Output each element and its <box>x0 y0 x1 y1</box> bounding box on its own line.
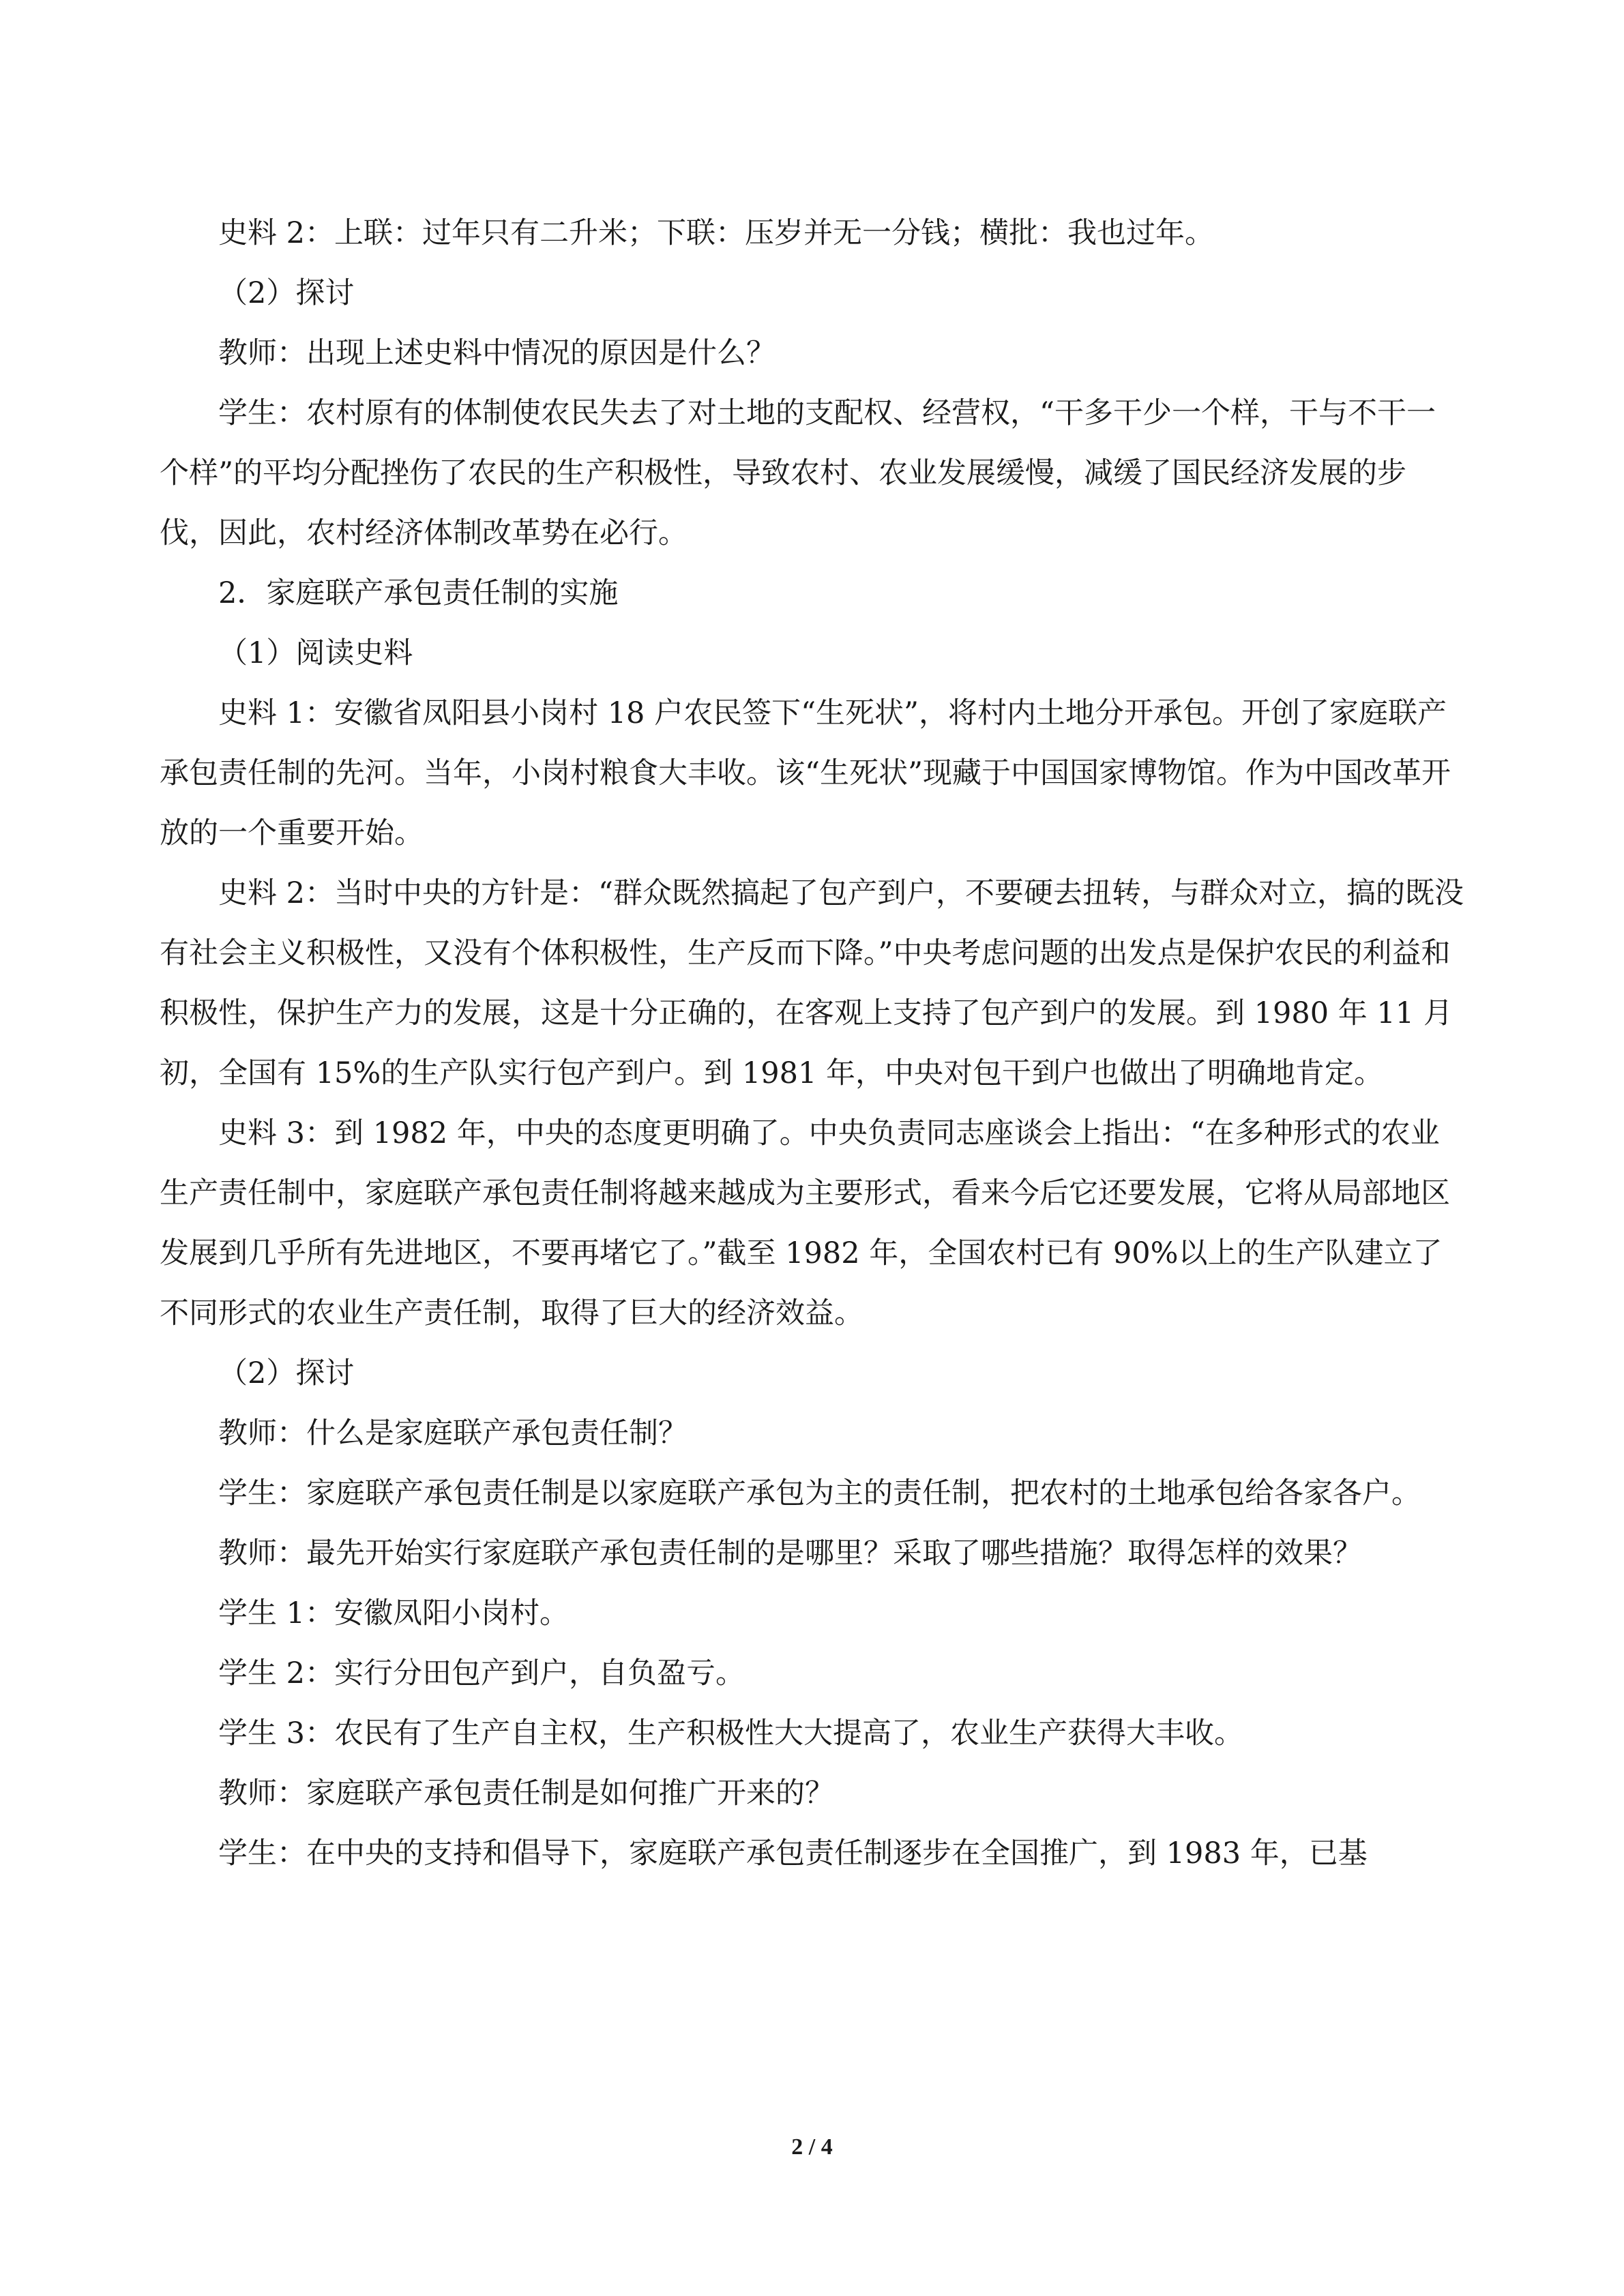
paragraph-source-1: 史料 1：安徽省凤阳县小岗村 18 户农民签下“生死状”，将村内土地分开承包。开创了家庭联产承包责任制的先河。当年，小岗村粮食大丰收。该“生死状”现藏于中国国家博物馆。作为中国改革开放的一个重要开始。 <box>160 696 1451 850</box>
page-number: 2 / 4 <box>791 2134 833 2160</box>
paragraph-student-answer: 学生：农村原有的体制使农民失去了对土地的支配权、经营权，“干多干少一个样，干与不干一个样”的平均分配挫伤了农民的生产积极性，导致农村、农业发展缓慢，减缓了国民经济发展的步伐，因此，农村经济体制改革势在必行。 <box>160 396 1436 550</box>
paragraph-student-answer-3: 学生：在中央的支持和倡导下，家庭联产承包责任制逐步在全国推广，到 1983 年，已基 <box>218 1836 1368 1870</box>
paragraph-teacher-question: 教师：出现上述史料中情况的原因是什么？ <box>218 336 776 370</box>
section-heading-implementation: 2．家庭联产承包责任制的实施 <box>218 576 619 610</box>
paragraph-teacher-question-4: 教师：家庭联产承包责任制是如何推广开来的？ <box>218 1776 834 1810</box>
paragraph-student-answer-2: 学生：家庭联产承包责任制是以家庭联产承包为主的责任制，把农村的土地承包给各家各户。 <box>218 1476 1421 1510</box>
subheading-discussion-2: （2）探讨 <box>218 1356 355 1390</box>
paragraph-source-2-couplet: 史料 2：上联：过年只有二升米；下联：压岁并无一分钱；横批：我也过年。 <box>218 216 1215 250</box>
subheading-read-sources: （1）阅读史料 <box>218 636 413 670</box>
paragraph-source-3: 史料 3：到 1982 年，中央的态度更明确了。中央负责同志座谈会上指出：“在多种形式的农业生产责任制中，家庭联产承包责任制将越来越成为主要形式，看来今后它还要发展，它将从局部地区发展到几乎所有先进地区，不要再堵它了。”截至 1982 年，全国农村已有 90%以上的生产队建立了不同形式的农业生产责任制，取得了巨大的经济效益。 <box>160 1116 1450 1330</box>
paragraph-student-2: 学生 2：实行分田包产到户，自负盈亏。 <box>218 1656 745 1690</box>
paragraph-source-2: 史料 2：当时中央的方针是：“群众既然搞起了包产到户，不要硬去扭转，与群众对立，搞的既没有社会主义积极性，又没有个体积极性，生产反而下降。”中央考虑问题的出发点是保护农民的利益和积极性，保护生产力的发展，这是十分正确的，在客观上支持了包产到户的发展。到 1980 年 11 月初，全国有 15%的生产队实行包产到户。到 1981 年，中央对包干到户也做出了明确地肯定。 <box>160 876 1464 1090</box>
subheading-discussion: （2）探讨 <box>218 276 355 310</box>
paragraph-student-3: 学生 3：农民有了生产自主权，生产积极性大大提高了，农业生产获得大丰收。 <box>218 1716 1244 1750</box>
document-body <box>160 203 1464 1883</box>
paragraph-teacher-question-3: 教师：最先开始实行家庭联产承包责任制的是哪里？采取了哪些措施？取得怎样的效果？ <box>218 1536 1362 1570</box>
paragraph-student-1: 学生 1：安徽凤阳小岗村。 <box>218 1596 570 1630</box>
paragraph-teacher-question-2: 教师：什么是家庭联产承包责任制？ <box>218 1416 688 1450</box>
